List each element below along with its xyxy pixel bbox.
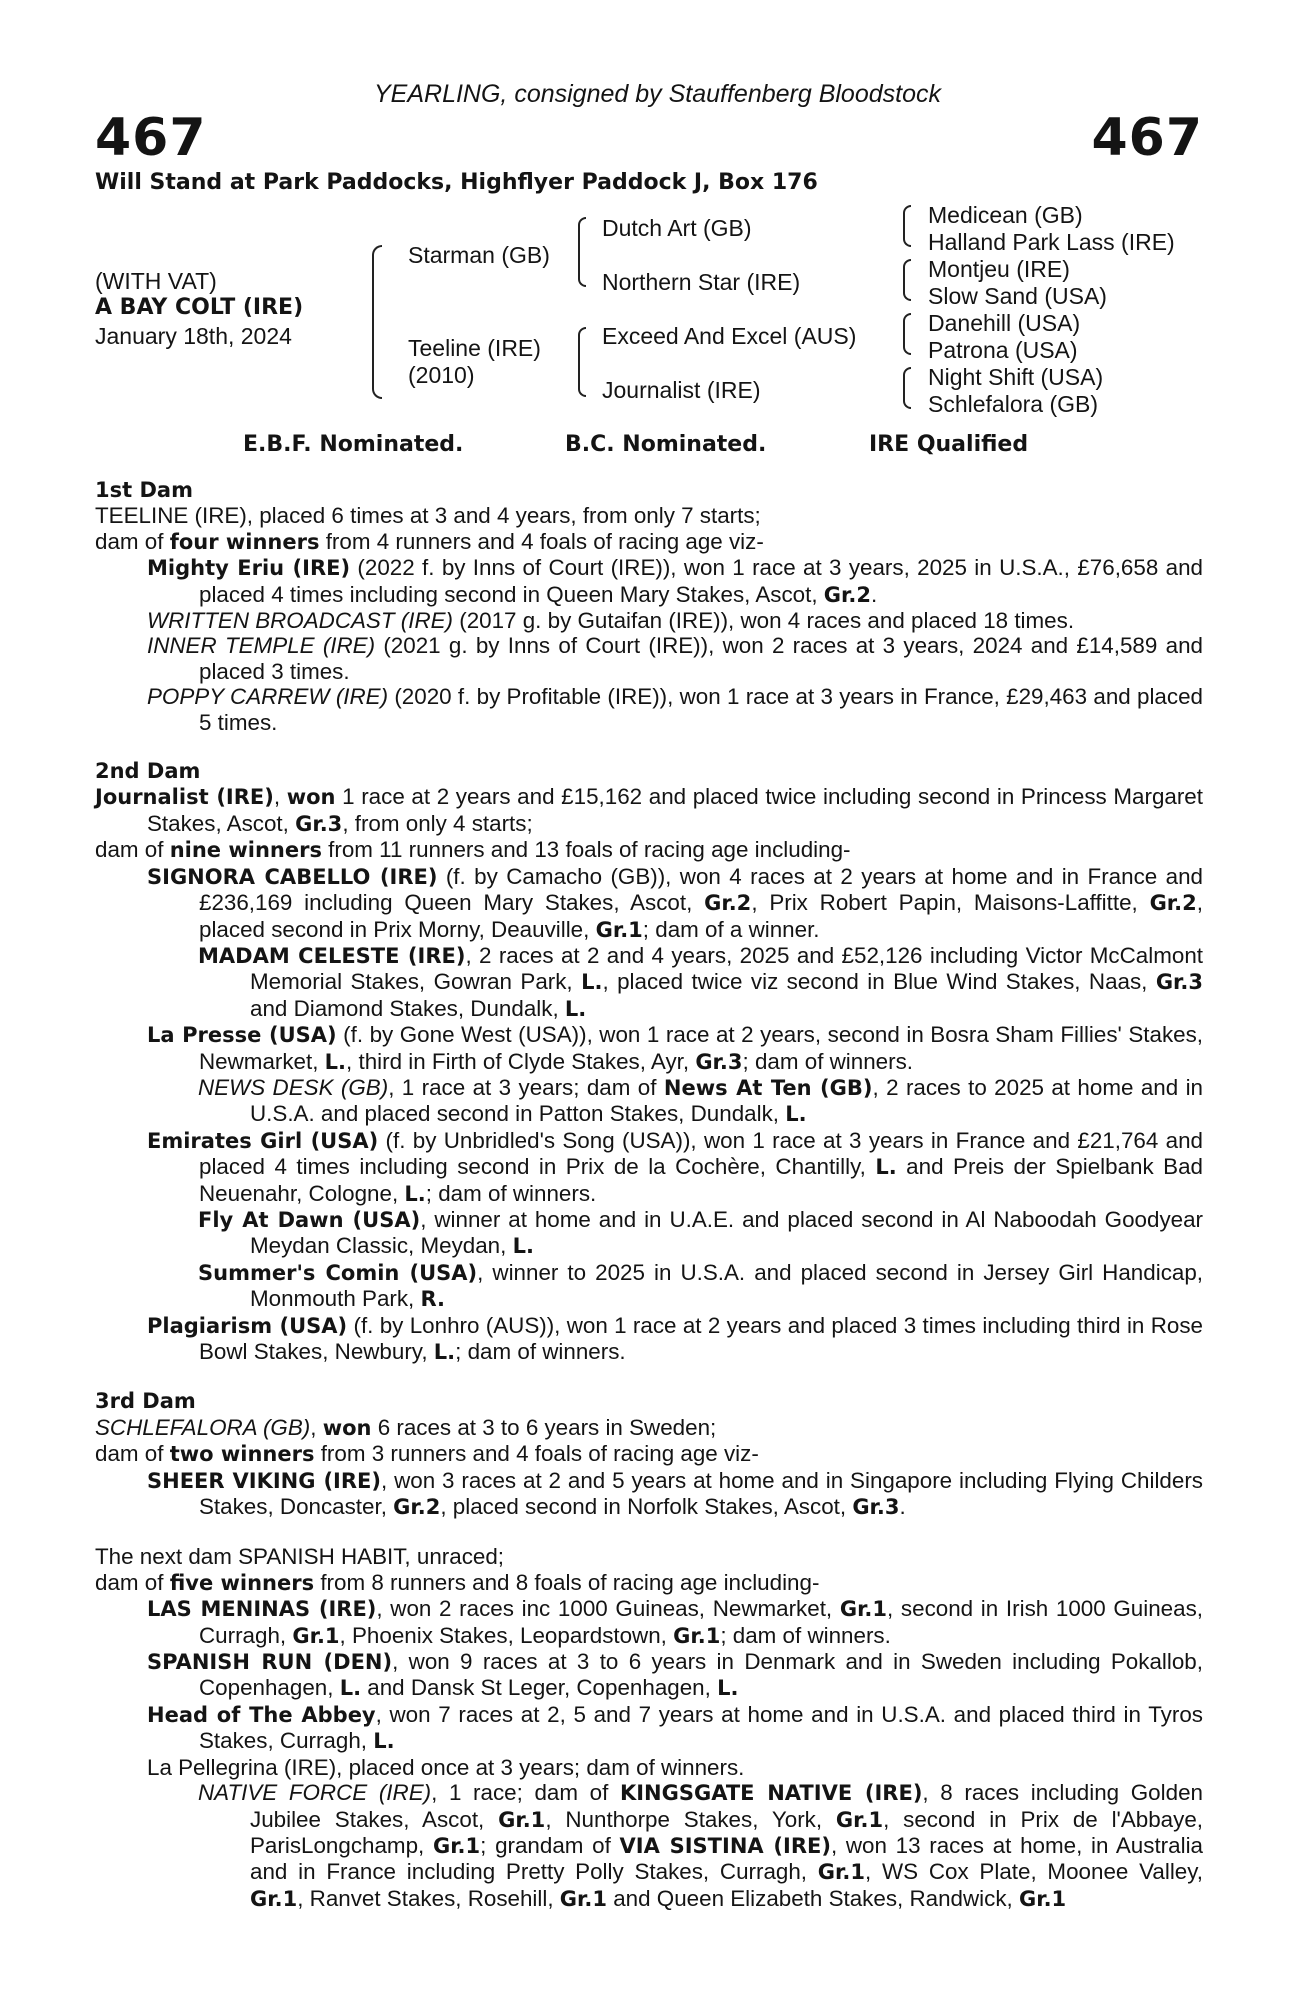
first-dam-foal: POPPY CARREW (IRE) (2020 f. by Profitable (IRE)), won 1 race at 3 years in France, £29,463 and placed 5 times.: [147, 684, 1203, 735]
second-dam-grandfoal: NEWS DESK (GB), 1 race at 3 years; dam of News At Ten (GB), 2 races to 2025 at home and in U.S.A. and placed second in Patton Stakes, Dundalk, L.: [198, 1074, 1203, 1127]
second-dam-heading: 2nd Dam: [95, 759, 201, 784]
pedigree-g5: Danehill (USA): [928, 310, 1081, 336]
third-dam-produce-summary: dam of two winners from 3 runners and 4 foals of racing age viz-: [95, 1441, 759, 1467]
pedigree-g8: Schlefalora (GB): [928, 391, 1099, 417]
pedigree-dam-sire: Exceed And Excel (AUS): [602, 323, 857, 349]
pedigree-g2: Halland Park Lass (IRE): [928, 229, 1175, 255]
pedigree-sire-dam: Northern Star (IRE): [602, 269, 801, 295]
lot-number-left: 467: [95, 108, 207, 168]
second-dam-foal: La Presse (USA) (f. by Gone West (USA)), won 1 race at 2 years, second in Bosra Sham Fillies' Stakes, Newmarket, L., third in Firth of Clyde Stakes, Ayr, Gr.3; dam of winners.: [147, 1022, 1204, 1074]
pedigree-brace-g3: [903, 313, 911, 355]
first-dam-foal: WRITTEN BROADCAST (IRE) (2017 g. by Gutaifan (IRE)), won 4 races and placed 18 times.: [147, 608, 1075, 634]
next-dam-foal: SPANISH RUN (DEN), won 9 races at 3 to 6 years in Denmark and in Sweden including Pokallob, Copenhagen, L. and Dansk St Leger, Copenhagen, L.: [147, 1649, 1203, 1701]
pedigree-dam-dam: Journalist (IRE): [602, 377, 761, 403]
second-dam-grandfoal: Fly At Dawn (USA), winner at home and in U.A.E. and placed second in Al Naboodah Goodyear Meydan Classic, Meydan, L.: [198, 1206, 1203, 1259]
third-dam-heading: 3rd Dam: [95, 1389, 196, 1414]
first-dam-record: TEELINE (IRE), placed 6 times at 3 and 4 years, from only 7 starts;: [95, 503, 761, 529]
second-dam-record: Journalist (IRE), won 1 race at 2 years and £15,162 and placed twice including second in Princess Margaret Stakes, Ascot, Gr.3, from only 4 starts;: [95, 784, 1203, 836]
pedigree-g7: Night Shift (USA): [928, 364, 1104, 390]
pedigree-sire: Starman (GB): [408, 242, 550, 268]
lot-number-right: 467: [1091, 108, 1203, 168]
pedigree-dam: Teeline (IRE): [408, 335, 541, 361]
pedigree-g6: Patrona (USA): [928, 337, 1078, 363]
second-dam-produce-summary: dam of nine winners from 11 runners and 13 foals of racing age including-: [95, 837, 851, 863]
produce-record: [95, 478, 1203, 1912]
third-dam-foal: SHEER VIKING (IRE), won 3 races at 2 and 5 years at home and in Singapore including Flying Childers Stakes, Doncaster, Gr.2, placed second in Norfolk Stakes, Ascot, Gr.3.: [147, 1467, 1203, 1520]
ebf-nomination: E.B.F. Nominated.: [243, 432, 464, 457]
vat-note: (WITH VAT): [95, 268, 217, 294]
pedigree-brace-main: [372, 245, 382, 399]
next-dam-foal: Head of The Abbey, won 7 races at 2, 5 and 7 years at home and in U.S.A. and placed third in Tyros Stakes, Curragh, L.: [147, 1701, 1203, 1754]
bc-nomination: B.C. Nominated.: [565, 432, 767, 457]
pedigree-g4: Slow Sand (USA): [928, 283, 1107, 309]
pedigree-brace-g2: [903, 259, 911, 301]
pedigree-sire-sire: Dutch Art (GB): [602, 215, 752, 241]
consignor-subtitle: YEARLING, consigned by Stauffenberg Bloodstock: [374, 80, 941, 108]
pedigree-brace-g1: [903, 205, 911, 247]
third-dam-record: SCHLEFALORA (GB), won 6 races at 3 to 6 years in Sweden;: [95, 1414, 717, 1440]
first-dam-produce-summary: dam of four winners from 4 runners and 4 foals of racing age viz-: [95, 528, 764, 554]
second-dam-foal: SIGNORA CABELLO (IRE) (f. by Camacho (GB)), won 4 races at 2 years at home and in France and £236,169 including Queen Mary Stakes, Ascot, Gr.2, Prix Robert Papin, Maisons-Laffitte, Gr.2, placed second in Prix Morny, Deauville, Gr.1; dam of a winner.: [147, 863, 1203, 942]
pedigree-dam-year: (2010): [408, 362, 475, 388]
first-dam-foal: INNER TEMPLE (IRE) (2021 g. by Inns of Court (IRE)), won 2 races at 3 years, 2024 and £14,589 and placed 3 times.: [147, 633, 1203, 684]
next-dam-record: The next dam SPANISH HABIT, unraced;: [95, 1544, 505, 1570]
second-dam-grandfoal: Summer's Comin (USA), winner to 2025 in U.S.A. and placed second in Jersey Girl Handicap, Monmouth Park, R.: [198, 1259, 1204, 1312]
pedigree-g1: Medicean (GB): [928, 202, 1083, 228]
ire-qualification: IRE Qualified: [869, 432, 1029, 457]
next-dam-grandfoal: NATIVE FORCE (IRE), 1 race; dam of KINGSGATE NATIVE (IRE), 8 races including Golden Jubilee Stakes, Ascot, Gr.1, Nunthorpe Stakes, York, Gr.1, second in Prix de l'Abbaye, ParisLongchamp, Gr.1; grandam of VIA SISTINA (IRE), won 13 races at home, in Australia and in France including Pretty Polly Stakes, Curragh, Gr.1, WS Cox Plate, Moonee Valley, Gr.1, Ranvet Stakes, Rosehill, Gr.1 and Queen Elizabeth Stakes, Randwick, Gr.1: [198, 1780, 1203, 1911]
foaling-date: January 18th, 2024: [95, 323, 292, 349]
second-dam-foal: Plagiarism (USA) (f. by Lonhro (AUS)), won 1 race at 2 years and placed 3 times including third in Rose Bowl Stakes, Newbury, L.; dam of winners.: [147, 1312, 1203, 1364]
subject-name: A BAY COLT (IRE): [95, 295, 304, 320]
first-dam-foal: Mighty Eriu (IRE) (2022 f. by Inns of Court (IRE)), won 1 race at 3 years, 2025 in U.S.A., £76,658 and placed 4 times including second in Queen Mary Stakes, Ascot, Gr.2.: [147, 555, 1203, 607]
pedigree-g3: Montjeu (IRE): [928, 256, 1070, 282]
next-dam-produce-summary: dam of five winners from 8 runners and 8 foals of racing age including-: [95, 1569, 820, 1595]
second-dam-grandfoal: MADAM CELESTE (IRE), 2 races at 2 and 4 years, 2025 and £52,126 including Victor McCalmont Memorial Stakes, Gowran Park, L., placed twice viz second in Blue Wind Stakes, Naas, Gr.3 and Diamond Stakes, Dundalk, L.: [198, 942, 1204, 1021]
first-dam-heading: 1st Dam: [95, 478, 193, 502]
stand-info: Will Stand at Park Paddocks, Highflyer Paddock J, Box 176: [95, 170, 818, 195]
second-dam-foal: Emirates Girl (USA) (f. by Unbridled's Song (USA)), won 1 race at 3 years in France and £21,764 and placed 4 times including second in Prix de la Cochère, Chantilly, L. and Preis der Spielbank Bad Neuenahr, Cologne, L.; dam of winners.: [147, 1127, 1203, 1206]
pedigree-brace-g4: [903, 367, 911, 409]
pedigree-brace-sire: [578, 217, 586, 287]
next-dam-foal: La Pellegrina (IRE), placed once at 3 years; dam of winners.: [147, 1754, 745, 1780]
next-dam-foal: LAS MENINAS (IRE), won 2 races inc 1000 Guineas, Newmarket, Gr.1, second in Irish 1000 Guineas, Curragh, Gr.1, Phoenix Stakes, Leopardstown, Gr.1; dam of winners.: [147, 1596, 1203, 1648]
pedigree-brace-dam: [578, 327, 586, 397]
